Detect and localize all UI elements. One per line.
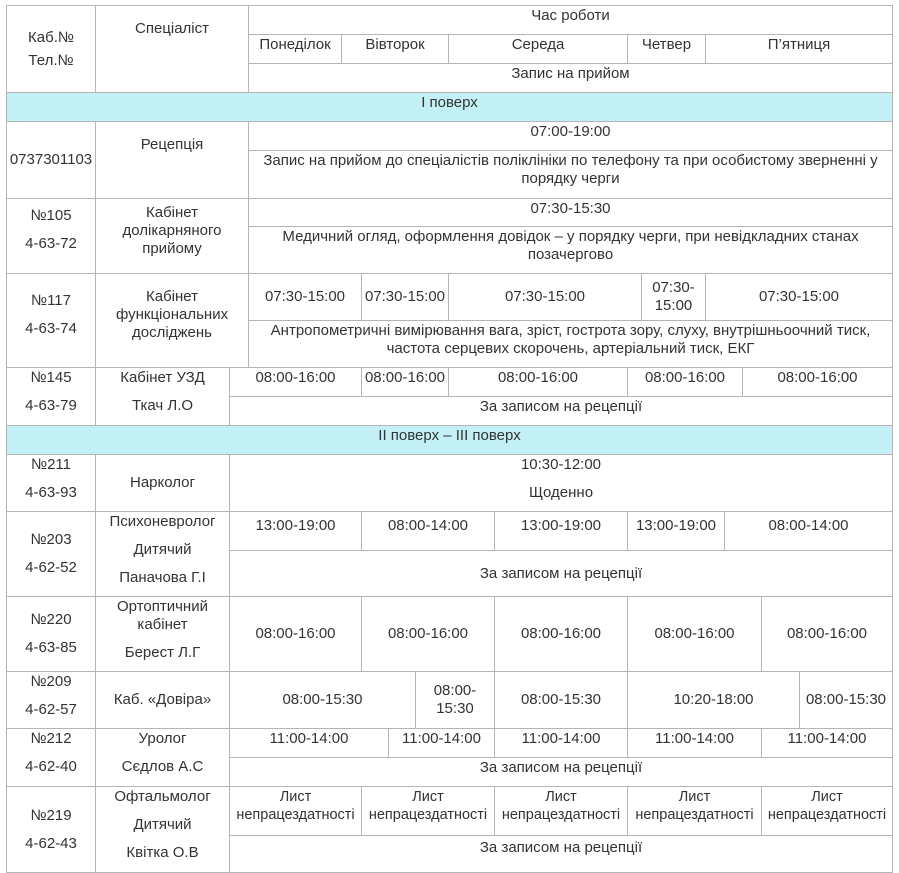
r117-room: №117: [30, 292, 71, 309]
hours-value: 13:00-19:00: [255, 517, 336, 534]
r203-room-cell: [6, 511, 96, 597]
r117-hours-tue: [361, 273, 449, 321]
r117-hours-mon: [248, 273, 362, 321]
header-specialist-label: Спеціаліст: [134, 20, 210, 37]
r145-name-cell: [95, 367, 230, 426]
r220-hours-fri: [761, 596, 893, 672]
reception-note: Запис на прийом до спеціалістів поліклініки по телефону та при особистому зверненні у порядку черги: [263, 152, 878, 187]
r203-hours-tue: [361, 511, 495, 551]
hours-value: 08:00-14:00: [387, 517, 469, 534]
r211-note: Щоденно: [528, 484, 594, 501]
hours-value: 07:30-15:00: [652, 279, 695, 314]
hours-value: 08:00-16:00: [654, 625, 735, 642]
r145-room: №145: [30, 369, 72, 386]
day-label: Середа: [511, 36, 565, 53]
r212-note-cell: [229, 757, 893, 787]
reception-phone-cell: [6, 121, 96, 199]
header-specialist: [95, 5, 249, 93]
r219-hours-wed: [494, 786, 628, 836]
r145-hours-thu: [627, 367, 743, 397]
hours-value: Лист непрацездатності: [767, 789, 887, 823]
r212-room: №212: [30, 730, 72, 747]
floor-2-3-banner: [6, 425, 893, 455]
r209-hours-tue: [415, 671, 495, 729]
r220-doctor: Берест Л.Г: [124, 644, 201, 661]
hours-value: Лист непрацездатності: [635, 789, 754, 823]
header-day-mon: [248, 34, 342, 64]
r105-hours: 07:30-15:30: [530, 200, 611, 217]
hours-value: 08:00-16:00: [520, 625, 602, 642]
r203-hours-wed: [494, 511, 628, 551]
r203-sub: Дитячий: [133, 541, 192, 558]
header-appointment-text: Запис на прийом: [511, 65, 630, 82]
r203-hours-mon: [229, 511, 362, 551]
r212-hours-fri: [761, 728, 893, 758]
r220-hours-mon: [229, 596, 362, 672]
r209-name: Каб. «Довіра»: [113, 691, 212, 708]
r203-room: №203: [30, 531, 72, 548]
r203-phone: 4-62-52: [25, 559, 77, 576]
r212-name: Уролог: [138, 730, 187, 747]
r219-sub: Дитячий: [133, 816, 192, 833]
hours-value: 11:00-14:00: [787, 730, 867, 747]
hours-value: 08:00-16:00: [644, 369, 726, 386]
header-day-tue: [341, 34, 449, 64]
hours-value: 11:00-14:00: [655, 730, 734, 747]
header-day-wed: [448, 34, 628, 64]
reception-note-cell: [248, 150, 893, 199]
r145-phone: 4-63-79: [25, 397, 77, 414]
r203-doctor: Паначова Г.І: [119, 569, 206, 586]
r209-phone: 4-62-57: [25, 701, 77, 718]
r117-hours-thu: [641, 273, 706, 321]
r117-name: Кабінет функціональних досліджень: [115, 288, 229, 341]
r105-name-cell: [95, 198, 249, 274]
floor-2-3-label: ІІ поверх – ІІІ поверх: [378, 427, 521, 444]
hours-value: 11:00-14:00: [269, 730, 349, 747]
r212-hours-wed: [494, 728, 628, 758]
hours-value: 08:00-14:00: [768, 517, 849, 534]
r145-hours-wed: [448, 367, 628, 397]
hours-value: 07:30-15:00: [364, 288, 446, 305]
hours-value: 08:00-16:00: [255, 369, 336, 386]
r117-note-cell: [248, 320, 893, 368]
r145-room-cell: [6, 367, 96, 426]
day-label: Четвер: [641, 36, 692, 53]
header-day-fri: [705, 34, 893, 64]
r219-name: Офтальмолог: [114, 788, 211, 805]
hours-value: 08:00-16:00: [497, 369, 579, 386]
r105-phone: 4-63-72: [25, 235, 77, 252]
r220-room: №220: [30, 611, 72, 628]
hours-value: 08:00-16:00: [777, 369, 858, 386]
r219-doctor: Квітка О.В: [126, 844, 199, 861]
r209-hours-wed: [494, 671, 628, 729]
day-label: П’ятниця: [767, 36, 831, 53]
hours-value: 08:00-16:00: [387, 625, 469, 642]
hours-value: 11:00-14:00: [521, 730, 601, 747]
r211-hours: 10:30-12:00: [520, 456, 602, 473]
r219-hours-thu: [627, 786, 762, 836]
hours-value: 08:00-15:30: [433, 682, 477, 717]
hours-value: 07:30-15:00: [504, 288, 586, 305]
r212-doctor: Сєдлов А.С: [121, 758, 204, 775]
r117-hours-wed: [448, 273, 642, 321]
r211-name-cell: [95, 454, 230, 512]
r219-note-cell: [229, 835, 893, 873]
r105-room: №105: [30, 207, 72, 224]
hours-value: Лист непрацездатності: [236, 789, 355, 823]
r145-hours-tue: [361, 367, 449, 397]
r105-hours-cell: [248, 198, 893, 227]
r211-hours-cell: [229, 454, 893, 512]
hours-value: Лист непрацездатності: [368, 789, 488, 823]
r117-room-cell: [6, 273, 96, 368]
r209-room-cell: [6, 671, 96, 729]
r105-name: Кабінет долікарняного прийому: [122, 204, 222, 257]
day-label: Вівторок: [365, 36, 425, 53]
r211-name: Нарколог: [130, 474, 195, 491]
r212-phone: 4-62-40: [25, 758, 77, 775]
r219-phone: 4-62-43: [25, 834, 77, 852]
r145-note: За записом на рецепції: [479, 398, 643, 415]
r212-room-cell: [6, 728, 96, 787]
r220-hours-wed: [494, 596, 628, 672]
r212-hours-thu: [627, 728, 762, 758]
r220-phone: 4-63-85: [25, 639, 77, 656]
r211-room-cell: [6, 454, 96, 512]
hours-value: 10:20-18:00: [673, 691, 754, 708]
hours-value: 08:00-16:00: [786, 625, 868, 642]
r212-hours-tue: [388, 728, 495, 758]
r211-phone: 4-63-93: [25, 484, 77, 501]
hours-value: 08:00-15:30: [805, 691, 887, 708]
header-hours-title-text: Час роботи: [531, 7, 610, 24]
r211-room: №211: [30, 456, 71, 473]
r203-hours-thu: [627, 511, 725, 551]
r219-room-cell: [6, 786, 96, 873]
hours-value: 11:00-14:00: [402, 730, 481, 747]
reception-phone: 0737301103: [9, 151, 93, 168]
r209-room: №209: [30, 673, 72, 690]
r117-phone: 4-63-74: [25, 320, 77, 337]
hours-value: 07:30-15:00: [264, 288, 346, 305]
r145-name: Кабінет УЗД: [120, 369, 205, 386]
r203-name-cell: [95, 511, 230, 597]
reception-hours: 07:00-19:00: [530, 123, 611, 140]
hours-value: 07:30-15:00: [758, 288, 840, 305]
reception-name: Рецепція: [140, 136, 204, 153]
r209-hours-thu: [627, 671, 800, 729]
r220-name: Ортоптичний кабінет: [117, 598, 208, 633]
r219-hours-tue: [361, 786, 495, 836]
r220-hours-thu: [627, 596, 762, 672]
hours-value: 08:00-16:00: [364, 369, 446, 386]
r105-note-cell: [248, 226, 893, 274]
r145-hours-fri: [742, 367, 893, 397]
r219-hours-fri: [761, 786, 893, 836]
r209-name-cell: [95, 671, 230, 729]
r219-room: №219: [30, 806, 72, 824]
hours-value: 13:00-19:00: [635, 517, 717, 534]
hours-value: 13:00-19:00: [520, 517, 602, 534]
r117-name-cell: [95, 273, 249, 368]
header-day-thu: [627, 34, 706, 64]
hours-value: Лист непрацездатності: [501, 789, 621, 823]
r105-note: Медичний огляд, оформлення довідок – у порядку черги, при невідкладних станах позачергово: [282, 228, 859, 263]
r145-hours-mon: [229, 367, 362, 397]
reception-hours-cell: [248, 121, 893, 151]
r219-hours-mon: [229, 786, 362, 836]
r220-name-cell: [95, 596, 230, 672]
r145-doctor: Ткач Л.О: [131, 397, 194, 414]
r219-note: За записом на рецепції: [479, 839, 643, 856]
r212-note: За записом на рецепції: [479, 759, 643, 776]
day-label: Понеділок: [259, 36, 331, 53]
r212-name-cell: [95, 728, 230, 787]
header-room-phone: [6, 5, 96, 93]
r212-hours-mon: [229, 728, 389, 758]
header-hours-title: [248, 5, 893, 35]
r117-hours-fri: [705, 273, 893, 321]
r209-hours-fri: [799, 671, 893, 729]
r220-hours-tue: [361, 596, 495, 672]
floor-1-banner: [6, 92, 893, 122]
r203-note-cell: [229, 550, 893, 597]
hours-value: 08:00-16:00: [255, 625, 336, 642]
r145-note-cell: [229, 396, 893, 426]
hours-value: 08:00-15:30: [282, 691, 363, 708]
r105-room-cell: [6, 198, 96, 274]
header-room-label: Каб.№: [28, 28, 74, 46]
r209-hours-mon: [229, 671, 416, 729]
reception-name-cell: [95, 121, 249, 199]
header-phone-label: Тел.№: [28, 51, 74, 69]
floor-1-label: І поверх: [421, 94, 478, 111]
hours-value: 08:00-15:30: [520, 691, 602, 708]
r203-name: Психоневролог: [109, 513, 216, 530]
r203-note: За записом на рецепції: [479, 564, 643, 582]
r219-name-cell: [95, 786, 230, 873]
r203-hours-fri: [724, 511, 893, 551]
r117-note: Антропометричні вимірювання вага, зріст, гострота зору, слуху, внутрішньоочний тиск, частота серцевих скорочень, артеріальний тиск, ЕКГ: [270, 322, 871, 357]
r220-room-cell: [6, 596, 96, 672]
header-appointment: [248, 63, 893, 93]
